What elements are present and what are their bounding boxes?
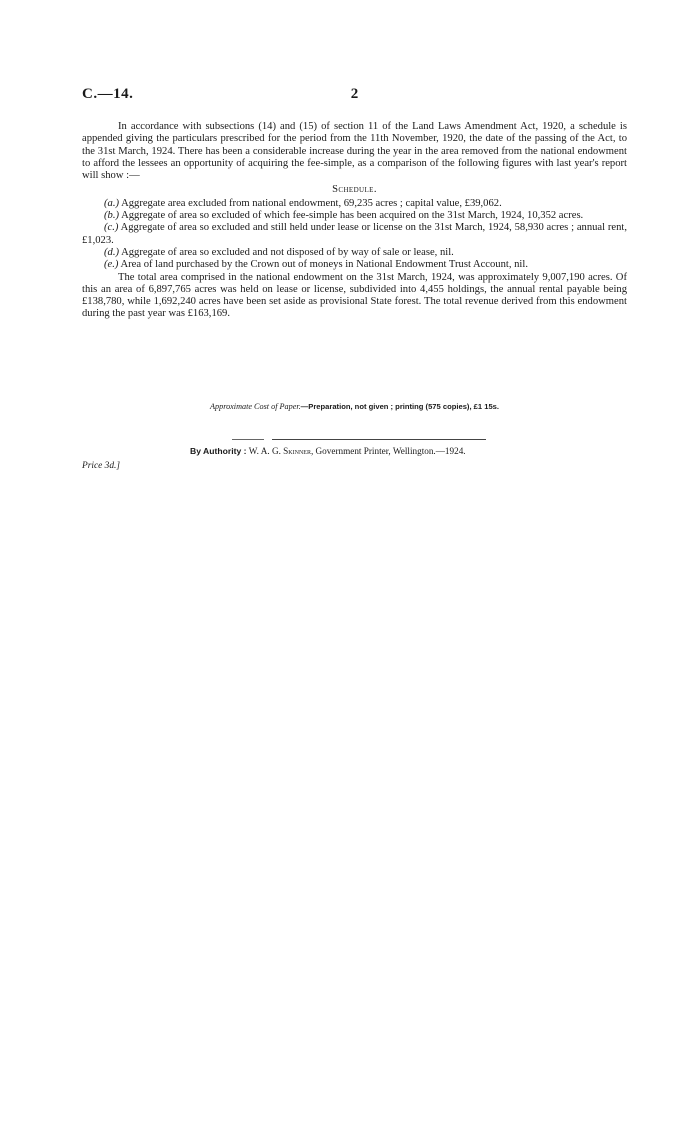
price-note: Price 3d.] bbox=[82, 461, 121, 471]
divider bbox=[272, 439, 486, 440]
schedule-item-d bbox=[82, 247, 627, 259]
schedule-item-marker: (b.) bbox=[104, 210, 120, 222]
intro-paragraph: In accordance with subsections (14) and (15) of section 11 of the Land Laws Amendment Act, 1920, a schedule is appended giving the particulars prescribed for the period from the 11th November, 1920, the date of the passing of the Act, to the 31st March, 1924. There has been a considerable increase during the year in the area removed from the national endowment to afford the lessees an opportunity of acquiring the fee-simple, as a comparison of the following figures with last year's report will show :— bbox=[82, 121, 627, 182]
schedule-item-text: Aggregate of area so excluded of which fee-simple has been acquired on the 31st March, 1924, 10,352 acres. bbox=[119, 210, 584, 222]
schedule-item-c bbox=[82, 222, 627, 247]
cost-of-paper-note bbox=[82, 402, 627, 411]
body-text bbox=[82, 121, 627, 321]
schedule-item-text: Aggregate area excluded from national endowment, 69,235 acres ; capital value, £39,062. bbox=[119, 197, 502, 209]
schedule-item-marker: (c.) bbox=[104, 222, 119, 234]
schedule-item-marker: (e.) bbox=[104, 259, 119, 271]
document-reference: C.—14. bbox=[82, 86, 134, 102]
closing-paragraph: The total area comprised in the national endowment on the 31st March, 1924, was approximately 9,007,190 acres. Of this an area of 6,897,765 acres was held on lease or license, subdivided into 4,455 holdings, the annual rental payable being £138,780, while 1,692,240 acres have been set aside as provisional State forest. The total revenue derived from this endowment during the past year was £163,169. bbox=[82, 271, 627, 320]
schedule-item-text: Area of land purchased by the Crown out of moneys in National Endowment Trust Account, nil. bbox=[118, 259, 528, 271]
authority-label: By Authority : bbox=[190, 446, 247, 456]
schedule-item-text: Aggregate of area so excluded and not disposed of by way of sale or lease, nil. bbox=[119, 246, 454, 258]
cost-text: —Preparation, not given ; printing (575 copies), £1 15s. bbox=[300, 402, 499, 411]
schedule-title: Schedule. bbox=[332, 184, 377, 196]
printer-name: W. A. G. Skinner bbox=[248, 446, 311, 456]
schedule-item-marker: (a.) bbox=[104, 197, 120, 209]
schedule-item-a bbox=[82, 198, 627, 210]
printer-details: , Government Printer, Wellington.—1924. bbox=[310, 446, 466, 456]
schedule-item-text: Aggregate of area so excluded and still held under lease or license on the 31st March, 1924, 58,930 acres ; annual rent, £1,023. bbox=[82, 222, 627, 246]
printer-authority bbox=[190, 446, 466, 456]
schedule-item-marker: (d.) bbox=[104, 246, 120, 258]
page-header bbox=[82, 86, 627, 106]
divider-short bbox=[232, 439, 264, 440]
page-number: 2 bbox=[350, 86, 359, 102]
cost-label: Approximate Cost of Paper. bbox=[210, 402, 301, 411]
schedule-item-e bbox=[82, 259, 627, 271]
schedule-item-b bbox=[82, 210, 627, 222]
